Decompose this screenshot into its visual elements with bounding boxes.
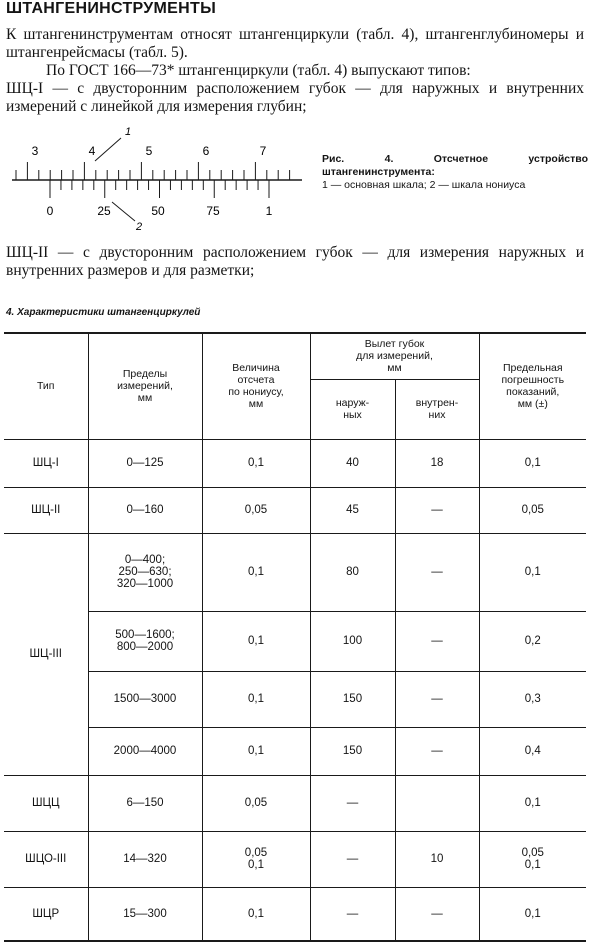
vernier-scale-figure [0, 118, 320, 236]
cell-outer: — [310, 775, 395, 831]
vernier-scale-label: 50 [151, 204, 165, 218]
table-row [4, 533, 586, 611]
calipers-table [4, 332, 586, 942]
cell-limits: 1500—3000 [88, 671, 202, 727]
cell-outer: 150 [310, 727, 395, 775]
header-inner: внутрен- них [395, 379, 479, 439]
cell-type: ШЦ-I [4, 439, 88, 487]
callout-1-label: 1 [125, 126, 132, 138]
cell-inner: — [395, 533, 479, 611]
table-row [4, 887, 586, 941]
table-row [4, 487, 586, 533]
cell-error: 0,4 [479, 727, 586, 775]
main-scale-label: 5 [145, 144, 153, 158]
table-row [4, 727, 586, 775]
cell-limits: 500—1600; 800—2000 [88, 611, 202, 671]
vernier-scale-label: 25 [97, 204, 111, 218]
cell-error: 0,05 0,1 [479, 831, 586, 887]
cell-limits: 2000—4000 [88, 727, 202, 775]
header-outer: наруж- ных [310, 379, 395, 439]
cell-inner: — [395, 887, 479, 941]
cell-error: 0,1 [479, 887, 586, 941]
cell-reading: 0,1 [202, 533, 310, 611]
cell-error: 0,3 [479, 671, 586, 727]
cell-limits: 0—400; 250—630; 320—1000 [88, 533, 202, 611]
cell-limits: 0—125 [88, 439, 202, 487]
table-row [4, 611, 586, 671]
vernier-scale-label: 75 [206, 204, 220, 218]
cell-type: ШЦО-III [4, 831, 88, 887]
main-scale-label: 6 [202, 144, 210, 158]
cell-type: ШЦ-II [4, 487, 88, 533]
cell-error: 0,1 [479, 439, 586, 487]
cell-limits: 6—150 [88, 775, 202, 831]
cell-reading: 0,1 [202, 439, 310, 487]
intro-paragraph: К штангенинструментам относят штангенциркули (табл. 4), штангенглубиномеры и штангенрейсмасы (табл. 5). [6, 26, 584, 61]
cell-error: 0,2 [479, 611, 586, 671]
figure-caption [322, 153, 588, 192]
section-heading: ШТАНГЕНИНСТРУМЕНТЫ [6, 0, 217, 17]
cell-inner [395, 775, 479, 831]
header-limits: Пределы измерений, мм [88, 333, 202, 439]
main-scale-label: 3 [31, 144, 39, 158]
type-1-paragraph: ШЦ-I — с двусторонним расположением губок — для наружных и внутренних измерений с линейкой для измерения глубин; [6, 80, 584, 115]
vernier-scale-label: 0 [46, 204, 54, 218]
cell-outer: — [310, 831, 395, 887]
type-2-paragraph: ШЦ-II — с двусторонним расположением губок — для измерения наружных и внутренних размеров и для разметки; [6, 244, 584, 279]
cell-type: ШЦ-III [4, 533, 88, 775]
callout-1-leader [95, 138, 121, 161]
cell-reading: 0,1 [202, 671, 310, 727]
cell-outer: 45 [310, 487, 395, 533]
cell-outer: 150 [310, 671, 395, 727]
cell-reading: 0,1 [202, 727, 310, 775]
cell-error: 0,05 [479, 487, 586, 533]
main-scale-label: 4 [88, 144, 96, 158]
cell-reading: 0,05 0,1 [202, 831, 310, 887]
main-scale-ticks [16, 162, 290, 180]
cell-outer: — [310, 887, 395, 941]
callout-2-leader [112, 202, 135, 221]
header-type: Тип [4, 333, 88, 439]
header-jaw-reach: Вылет губок для измерений, мм [310, 333, 479, 379]
table-row [4, 671, 586, 727]
cell-outer: 40 [310, 439, 395, 487]
cell-inner: 18 [395, 439, 479, 487]
cell-error: 0,1 [479, 775, 586, 831]
cell-inner: — [395, 611, 479, 671]
main-scale-label: 7 [259, 144, 267, 158]
cell-error: 0,1 [479, 533, 586, 611]
figure-caption-title: Рис. 4. Отсчетное устройство штангенинструмента: [322, 153, 588, 178]
gost-paragraph: По ГОСТ 166—73* штангенциркули (табл. 4) выпускают типов: [46, 62, 471, 79]
cell-reading: 0,05 [202, 487, 310, 533]
cell-outer: 80 [310, 533, 395, 611]
header-error: Предельная погрешность показаний, мм (±) [479, 333, 586, 439]
table-row [4, 831, 586, 887]
table-row [4, 775, 586, 831]
cell-inner: — [395, 487, 479, 533]
cell-limits: 0—160 [88, 487, 202, 533]
cell-reading: 0,05 [202, 775, 310, 831]
callout-2-label: 2 [136, 221, 143, 233]
cell-outer: 100 [310, 611, 395, 671]
table-row [4, 439, 586, 487]
cell-type: ШЦР [4, 887, 88, 941]
table-caption: 4. Характеристики штангенциркулей [6, 307, 201, 318]
cell-inner: — [395, 727, 479, 775]
header-reading: Величина отсчета по нониусу, мм [202, 333, 310, 439]
cell-limits: 15—300 [88, 887, 202, 941]
cell-limits: 14—320 [88, 831, 202, 887]
vernier-scale-ticks [50, 180, 269, 198]
figure-caption-legend: 1 — основная шкала; 2 — шкала нониуса [322, 179, 526, 191]
cell-reading: 0,1 [202, 887, 310, 941]
vernier-scale-label: 1 [265, 204, 273, 218]
cell-reading: 0,1 [202, 611, 310, 671]
cell-inner: — [395, 671, 479, 727]
cell-type: ШЦЦ [4, 775, 88, 831]
cell-inner: 10 [395, 831, 479, 887]
